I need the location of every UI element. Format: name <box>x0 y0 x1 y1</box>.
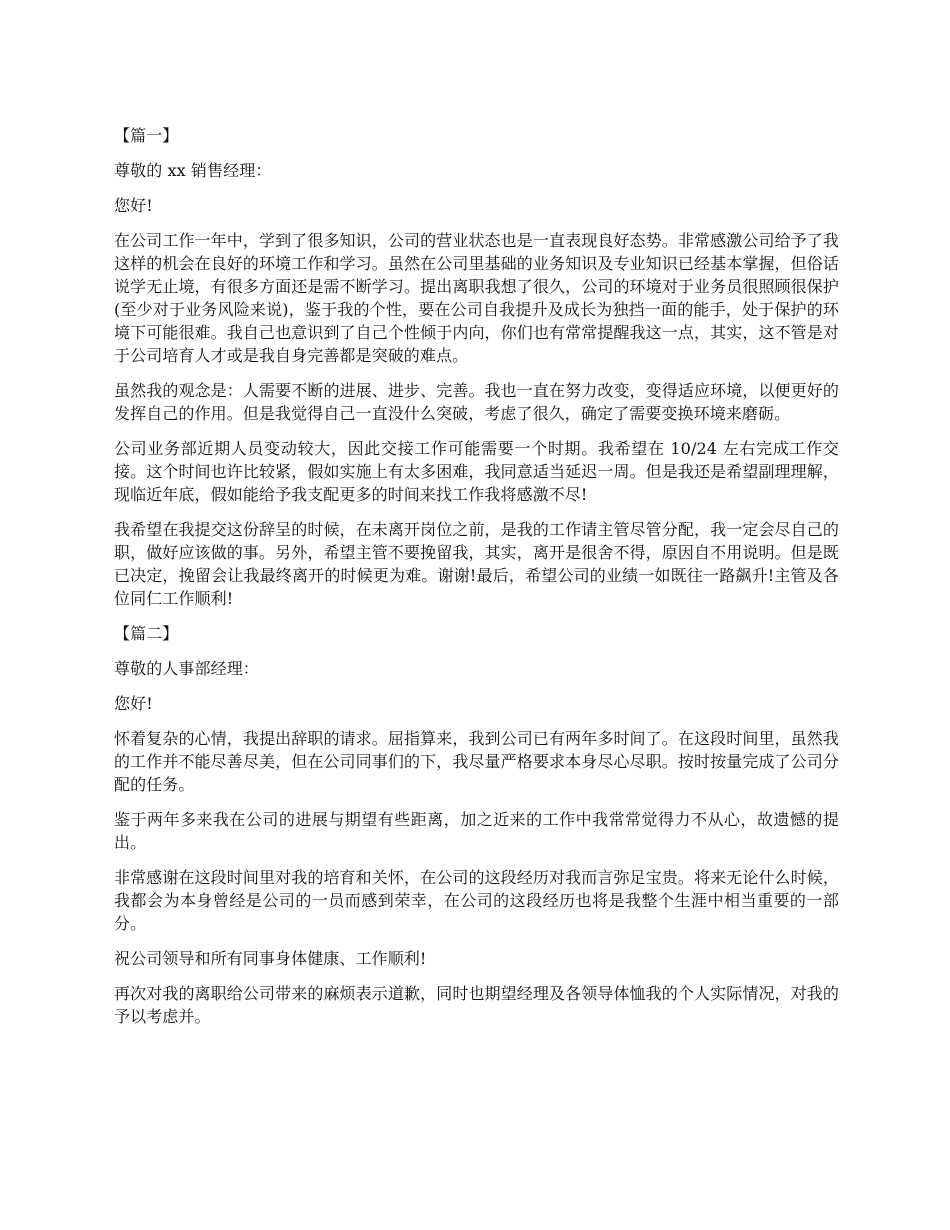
letter1-paragraph-2: 虽然我的观念是：人需要不断的进展、进步、完善。我也一直在努力改变，变得适应环境，以便更好的发挥自己的作用。但是我觉得自己一直没什么突破，考虑了很久，确定了需要变换环境来磨砺。 <box>114 381 839 423</box>
letter1-paragraph-4: 我希望在我提交这份辞呈的时候，在未离开岗位之前，是我的工作请主管尽管分配，我一定会尽自己的职，做好应该做的事。另外，希望主管不要挽留我，其实，离开是很舍不得，原因自不用说明。但是既已决定，挽留会让我最终离开的时候更为难。谢谢!最后，希望公司的业绩一如既往一路飙升!主管及各位同仁工作顺利! <box>114 520 839 608</box>
salutation-1: 尊敬的 xx 销售经理： <box>114 161 272 180</box>
document-page <box>114 124 839 1040</box>
greeting-1: 您好! <box>114 196 153 215</box>
section-header-2: 【篇二】 <box>114 624 179 643</box>
salutation-2: 尊敬的人事部经理： <box>114 659 259 678</box>
greeting-2: 您好! <box>114 694 153 713</box>
letter2-paragraph-5: 再次对我的离职给公司带来的麻烦表示道歉，同时也期望经理及各领导体恤我的个人实际情况，对我的予以考虑并。 <box>114 984 839 1026</box>
letter2-paragraph-3: 非常感谢在这段时间里对我的培育和关怀，在公司的这段经历对我而言弥足宝贵。将来无论什么时候，我都会为本身曾经是公司的一员而感到荣幸，在公司的这段经历也将是我整个生涯中相当重要的一部分。 <box>114 868 839 933</box>
section-header-1: 【篇一】 <box>114 126 179 145</box>
letter2-paragraph-2: 鉴于两年多来我在公司的进展与期望有些距离，加之近来的工作中我常常觉得力不从心，故遗憾的提出。 <box>114 810 839 852</box>
letter1-paragraph-1: 在公司工作一年中，学到了很多知识，公司的营业状态也是一直表现良好态势。非常感激公司给予了我这样的机会在良好的环境工作和学习。虽然在公司里基础的业务知识及专业知识已经基本掌握，但俗话说学无止境，有很多方面还是需不断学习。提出离职我想了很久，公司的环境对于业务员很照顾很保护(至少对于业务风险来说)，鉴于我的个性，要在公司自我提升及成长为独挡一面的能手，处于保护的环境下可能很难。我自己也意识到了自己个性倾于内向，你们也有常常提醒我这一点，其实，这不管是对于公司培育人才或是我自身完善都是突破的难点。 <box>114 231 839 365</box>
letter1-paragraph-3: 公司业务部近期人员变动较大，因此交接工作可能需要一个时期。我希望在 10/24 左右完成工作交接。这个时间也许比较紧，假如实施上有太多困难，我同意适当延迟一周。但是我还是希望副理理解，现临近年底，假如能给予我支配更多的时间来找工作我将感激不尽! <box>114 439 839 504</box>
letter2-paragraph-4: 祝公司领导和所有同事身体健康、工作顺利! <box>114 949 427 968</box>
letter2-paragraph-1: 怀着复杂的心情，我提出辞职的请求。屈指算来，我到公司已有两年多时间了。在这段时间里，虽然我的工作并不能尽善尽美，但在公司同事们的下，我尽量严格要求本身尽心尽职。按时按量完成了公司分配的任务。 <box>114 729 839 794</box>
